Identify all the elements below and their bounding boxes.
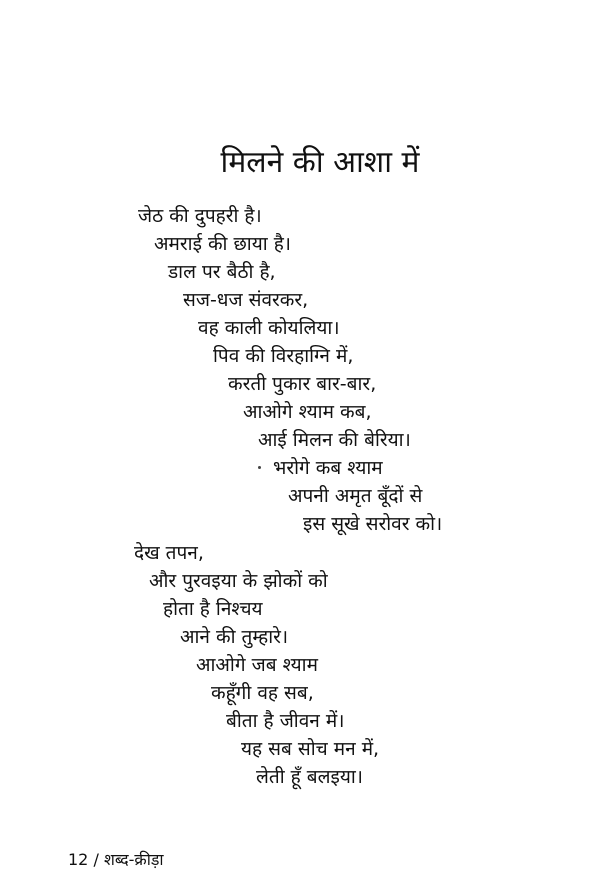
poem-line: आओगे श्याम कब, xyxy=(243,401,372,423)
poem-line: इस सूखे सरोवर को। xyxy=(303,513,443,535)
poem-line: अपनी अमृत बूँदों से xyxy=(288,485,423,507)
poem-line: बीता है जीवन में। xyxy=(226,710,345,732)
poem-line: लेती हूँ बलइया। xyxy=(256,766,364,788)
poem-title: मिलने की आशा में xyxy=(220,145,420,180)
poem-line: कहूँगी वह सब, xyxy=(211,682,314,704)
poem-line: करती पुकार बार-बार, xyxy=(228,373,377,395)
poem-line: भरोगे कब श्याम xyxy=(273,457,383,479)
poem-line: अमराई की छाया है। xyxy=(154,233,292,255)
poem-line: देख तपन, xyxy=(134,542,204,564)
poem-line: पिव की विरहाग्नि में, xyxy=(213,345,354,367)
page-footer xyxy=(68,848,164,870)
poem-line: जेठ की दुपहरी है। xyxy=(138,205,262,227)
poem-line: आई मिलन की बेरिया। xyxy=(258,429,411,451)
poem-line: यह सब सोच मन में, xyxy=(241,738,380,760)
poem-line: और पुरवइया के झोकों को xyxy=(149,570,328,592)
poem-line: सज-धज संवरकर, xyxy=(183,289,309,311)
footer-separator: / xyxy=(93,850,99,869)
ink-speck xyxy=(258,466,261,469)
poem-line: आने की तुम्हारे। xyxy=(180,626,289,648)
book-title: शब्द-क्रीड़ा xyxy=(103,850,164,869)
poem-line: आओगे जब श्याम xyxy=(196,654,318,676)
poem-line: डाल पर बैठी है, xyxy=(168,261,276,283)
poem-line: होता है निश्चय xyxy=(163,598,263,620)
page-number: 12 xyxy=(68,850,89,869)
poem-line: वह काली कोयलिया। xyxy=(198,317,340,339)
